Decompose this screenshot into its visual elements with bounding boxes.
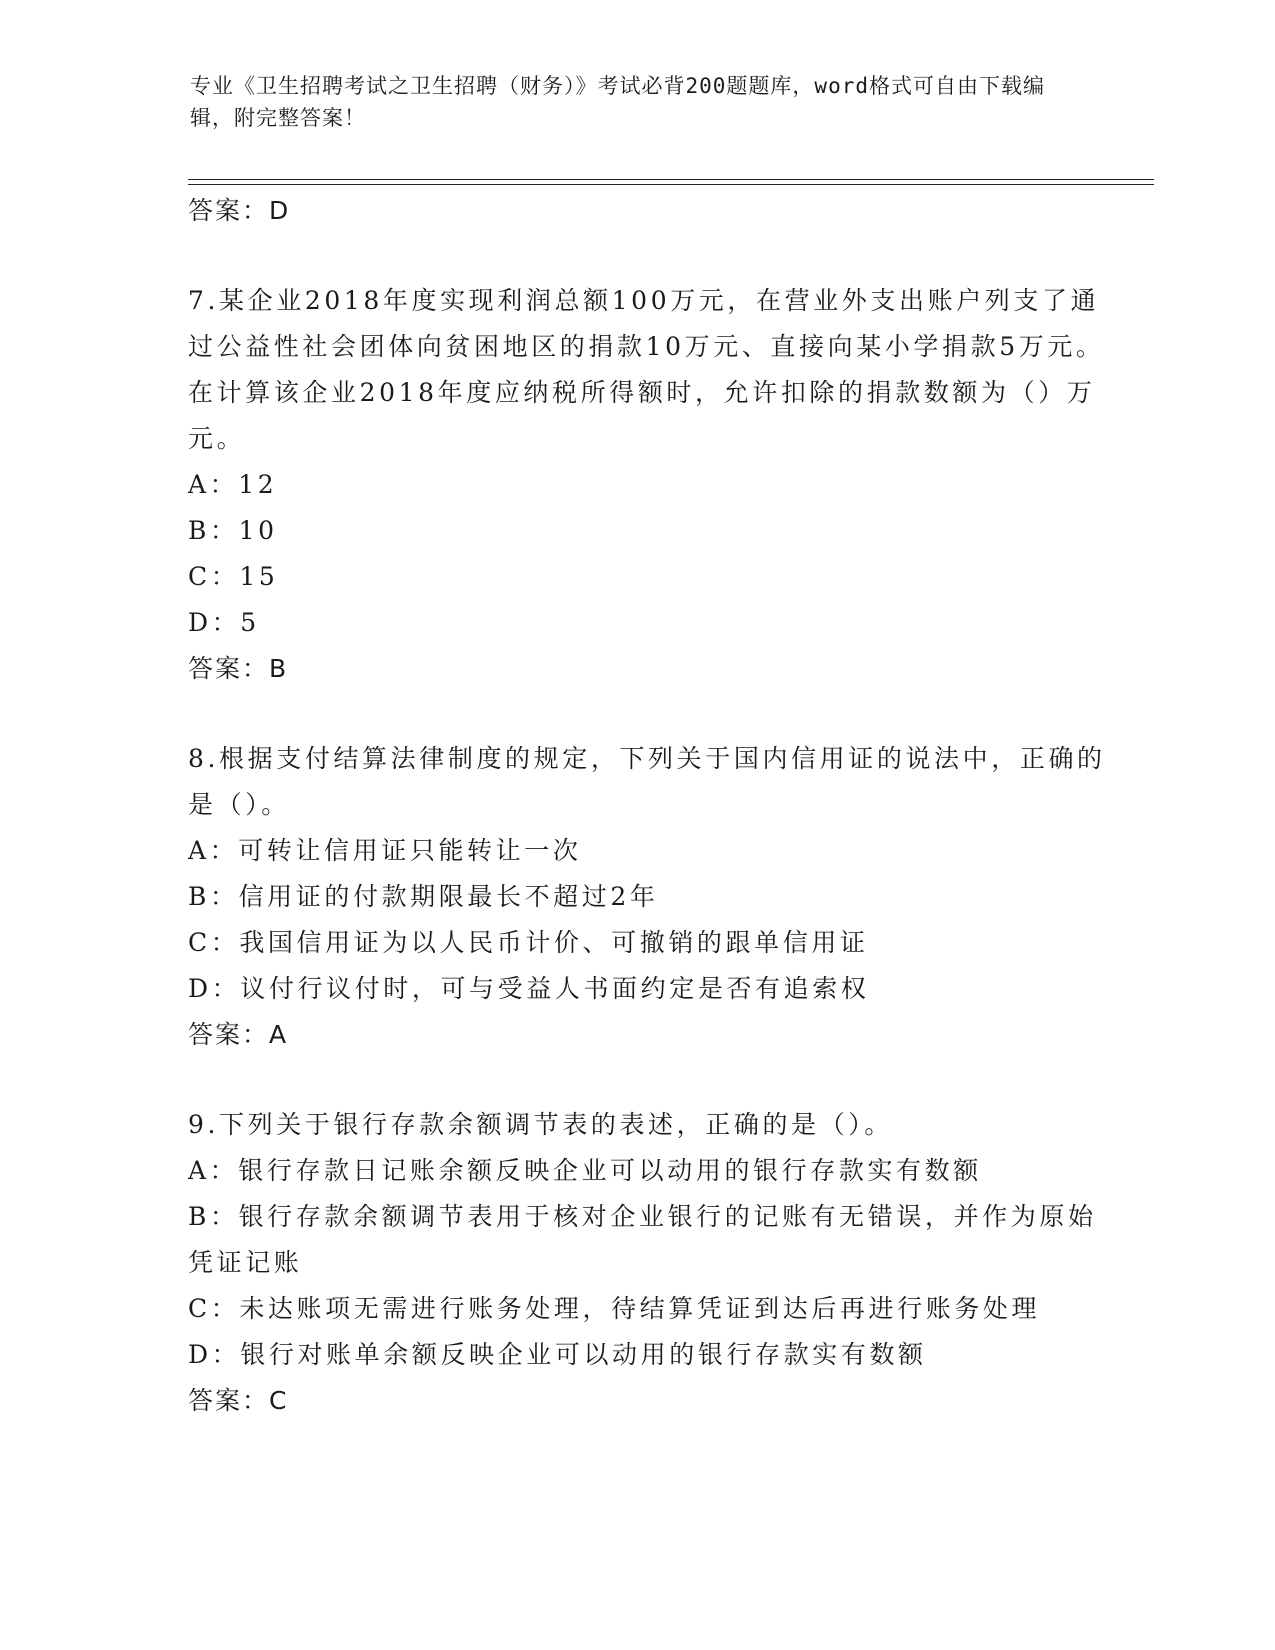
option-b: B：银行存款余额调节表用于核对企业银行的记账有无错误，并作为原始凭证记账 (188, 1202, 1097, 1277)
option-a: A：可转让信用证只能转让一次 (188, 836, 582, 865)
option-d: D：5 (188, 608, 260, 637)
question-answer: 答案：A (188, 1020, 289, 1049)
option-d: D：银行对账单余额反映企业可以动用的银行存款实有数额 (188, 1340, 927, 1369)
question-stem: 8.根据支付结算法律制度的规定，下列关于国内信用证的说法中，正确的是（）。 (188, 744, 1106, 819)
question-answer: 答案：B (188, 654, 289, 683)
option-c: C：15 (188, 562, 279, 591)
question-stem: 7.某企业2018年度实现利润总额100万元，在营业外支出账户列支了通过公益性社会团体向贫困地区的捐款10万元、直接向某小学捐款5万元。在计算该企业2018年度应纳税所得额时，允许扣除的捐款数额为（）万元。 (188, 286, 1105, 453)
option-d: D：议付行议付时，可与受益人书面约定是否有追索权 (188, 974, 870, 1003)
question-8 (188, 736, 1108, 1058)
option-b: B：信用证的付款期限最长不超过2年 (188, 882, 659, 911)
question-stem: 9.下列关于银行存款余额调节表的表述，正确的是（）。 (188, 1110, 893, 1139)
option-c: C：我国信用证为以人民币计价、可撤销的跟单信用证 (188, 928, 869, 957)
previous-answer: 答案：D (188, 196, 291, 225)
option-a: A：银行存款日记账余额反映企业可以动用的银行存款实有数额 (188, 1156, 982, 1185)
option-b: B：10 (188, 516, 278, 545)
question-answer: 答案：C (188, 1386, 289, 1415)
option-a: A：12 (188, 470, 278, 499)
option-c: C：未达账项无需进行账务处理，待结算凭证到达后再进行账务处理 (188, 1294, 1041, 1323)
document-header: 专业《卫生招聘考试之卫生招聘（财务）》考试必背200题题库，word格式可自由下载编辑，附完整答案！ (190, 74, 1045, 130)
document-body (188, 188, 1108, 1424)
header-rule-top (188, 179, 1154, 180)
question-7 (188, 278, 1108, 692)
question-9 (188, 1102, 1108, 1424)
header-rule-bottom (188, 184, 1154, 185)
